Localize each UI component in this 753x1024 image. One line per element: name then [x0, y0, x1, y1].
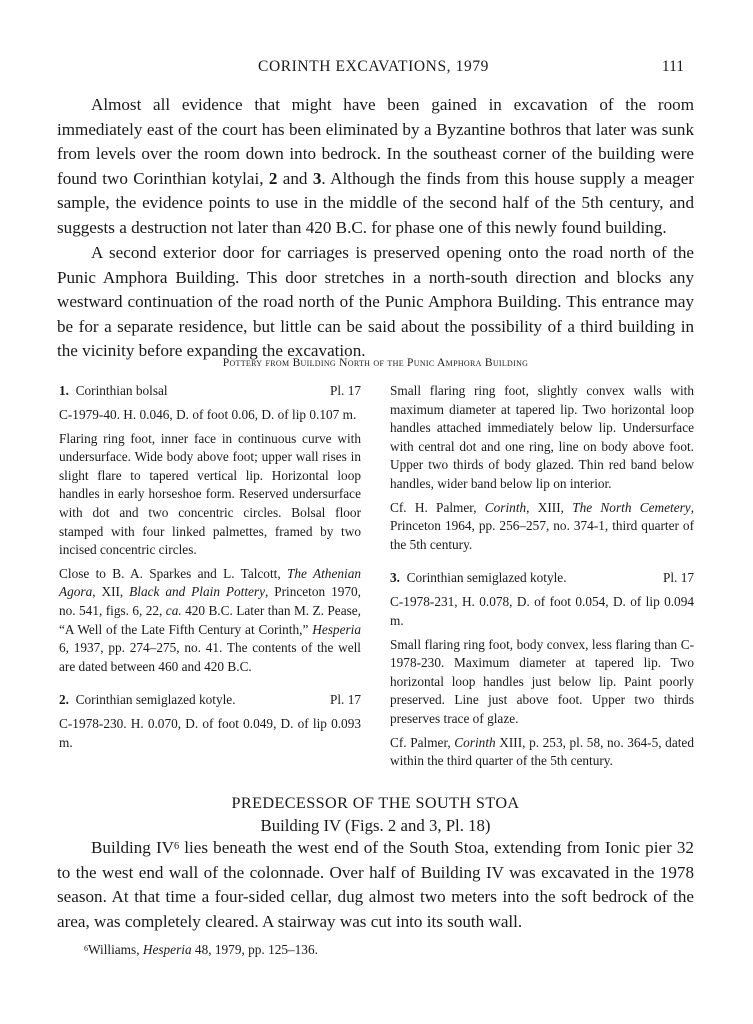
- catalog-column-left: [59, 382, 361, 758]
- page-number: 111: [661, 58, 684, 75]
- entry-dimensions: C-1979-40. H. 0.046, D. of foot 0.06, D. of lip 0.107 m.: [59, 407, 357, 422]
- work-title: Corinth: [454, 734, 496, 750]
- plate-ref: Pl. 17: [329, 692, 361, 708]
- entry-title: Corinthian semiglazed kotyle.: [75, 692, 236, 708]
- section-heading: PREDECESSOR OF THE SOUTH STOA: [231, 794, 520, 812]
- era-abbrev: B.C.: [208, 602, 233, 618]
- ref-text: 420: [181, 602, 209, 618]
- footnote-number: 6: [84, 944, 88, 954]
- ref-text: , XII,: [92, 584, 130, 600]
- paragraph-text: Building IV: [91, 838, 175, 857]
- entry-number: 1.: [59, 383, 69, 398]
- section-paragraph: [57, 836, 694, 934]
- entry-dimensions: C-1978-230. H. 0.070, D. of foot 0.049, D. of lip 0.093 m.: [59, 716, 361, 750]
- ref-text: Cf. Palmer,: [390, 734, 455, 750]
- running-header: [0, 58, 753, 80]
- era-abbrev: B.C.: [227, 658, 252, 674]
- entry-title-group: [390, 569, 567, 588]
- work-title: Black and Plain Pottery: [129, 584, 265, 600]
- entry-description: Small flaring ring foot, slightly convex walls with maximum diameter at tapered lip. Two horizontal loop handles attached immediately below lip. Undersurface with central dot and one ring, line on body above foot. Upper two thirds of body glazed. Thin red band below handles, wider band below lip on interior.: [390, 383, 694, 491]
- catalog-ref-2: 2: [268, 168, 278, 188]
- ref-text: Cf. H. Palmer,: [390, 499, 485, 515]
- entry-description: Small flaring ring foot, body convex, less flaring than C-1978-230. Maximum diameter at tapered lip. Two horizontal loop handles just below lip. Paint poorly preserved. Line just above foot. Upper two thirds preserves trace of glaze.: [390, 636, 694, 726]
- entry-reference: [59, 565, 361, 677]
- ref-text: , Princeton 1970, no. 541, figs. 6, 22,: [59, 584, 361, 618]
- footnote-marker: 6: [174, 841, 180, 853]
- entry-reference: [390, 734, 694, 771]
- paragraph-text: and: [277, 168, 313, 188]
- entry-dimensions: C-1978-231, H. 0.078, D. of foot 0.054, D. of lip 0.094 m.: [390, 594, 694, 628]
- ref-text: , XIII,: [526, 499, 573, 515]
- paragraph-text: . Although the finds from this house supply a meager sample, the evidence points to use in the middle of the second half of the 5th century, and suggests a destruction not later than 420: [57, 168, 695, 237]
- spacer: [59, 681, 361, 691]
- catalog-column-right: [390, 382, 694, 776]
- spacer: [390, 559, 694, 569]
- ref-text: , Princeton 1964, pp. 256–257, no. 374-1, third quarter of the 5th century.: [390, 499, 695, 552]
- work-title: The North Cemetery: [572, 499, 691, 515]
- circa-abbrev: ca.: [165, 602, 182, 618]
- entry-number: 3.: [390, 570, 400, 586]
- catalog-entry-2-header: [59, 691, 361, 710]
- journal-title: Hesperia: [312, 621, 361, 637]
- plate-ref: Pl. 17: [329, 383, 361, 398]
- paragraph-text: for phase one of this newly found building.: [367, 217, 667, 237]
- running-title: CORINTH EXCAVATIONS, 1979: [258, 58, 490, 75]
- footnote-6: [84, 942, 318, 958]
- section-subheading: Building IV (Figs. 2 and 3, Pl. 18): [260, 816, 491, 835]
- footnote-text: 48, 1979, pp. 125–136.: [191, 942, 318, 957]
- work-title: The Athenian Agora: [59, 565, 361, 600]
- journal-title: Hesperia: [142, 942, 192, 957]
- paragraph-text: lies beneath the west end of the South Stoa, extending from Ionic pier 32 to the west end wall of the colonnade. Over half of Building IV was excavated in the 1978 season. At that time a four-sided cellar, dug almost two meters into the soft bedrock of the area, was completely cleared. A stairway was cut into its south wall.: [57, 838, 694, 931]
- entry-number: 2.: [59, 692, 69, 708]
- entry-title-group: [59, 382, 168, 401]
- catalog-entry-3-header: [390, 569, 694, 588]
- ref-text: XIII, p. 253, pl. 58, no. 364-5, dated within the third quarter of the 5th century.: [390, 734, 694, 769]
- entry-title: Corinthian bolsal: [75, 383, 168, 398]
- entry-title-group: [59, 691, 236, 710]
- ref-text: 6, 1937, pp. 274–275, no. 41. The contents of the well are dated between 460 and 420: [59, 640, 361, 674]
- entry-description: Flaring ring foot, inner face in continuous curve with undersurface. Wide body above foot; upper wall rises in slight flare to tapered vertical lip. Horizontal loop handles in early horseshoe form. Reserved undersurface with dot and two concentric circles. Bolsal floor stamped with four linked palmettes, framed by two incised concentric circles.: [59, 430, 361, 558]
- intro-paragraph-1: [57, 93, 694, 241]
- intro-paragraph-2: A second exterior door for carriages is preserved opening onto the road north of the Punic Amphora Building. This door stretches in a north-south direction and blocks any westward continuation of the road north of the Punic Amphora Building. This entrance may be for a separate residence, but little can be said about the possibility of a third building in the vicinity before expanding the excavation.: [57, 243, 694, 361]
- plate-ref: Pl. 17: [662, 570, 694, 586]
- entry-title: Corinthian semiglazed kotyle.: [406, 570, 567, 586]
- entry-reference: [390, 499, 694, 555]
- era-abbrev: B.C.: [335, 217, 368, 237]
- ref-text: Later than M. Z. Pease, “A Well of the Late Fifth Century at Corinth,”: [59, 602, 361, 637]
- catalog-ref-3: 3: [312, 168, 322, 188]
- work-title: Corinth: [484, 499, 527, 515]
- footnote-text: Williams,: [87, 942, 143, 957]
- catalog-entry-1-header: [59, 382, 361, 401]
- ref-text: Close to B. A. Sparkes and L. Talcott,: [59, 565, 287, 581]
- paragraph-text: Almost all evidence that might have been gained in excavation of the room immediately east of the court has been eliminated by a Byzantine bothros that later was sunk from levels over the room down into bedrock. In the southeast corner of the building were found two Corinthian kotylai,: [57, 95, 694, 188]
- catalog-caption: Pottery from Building North of the Punic Amphora Building: [222, 357, 529, 369]
